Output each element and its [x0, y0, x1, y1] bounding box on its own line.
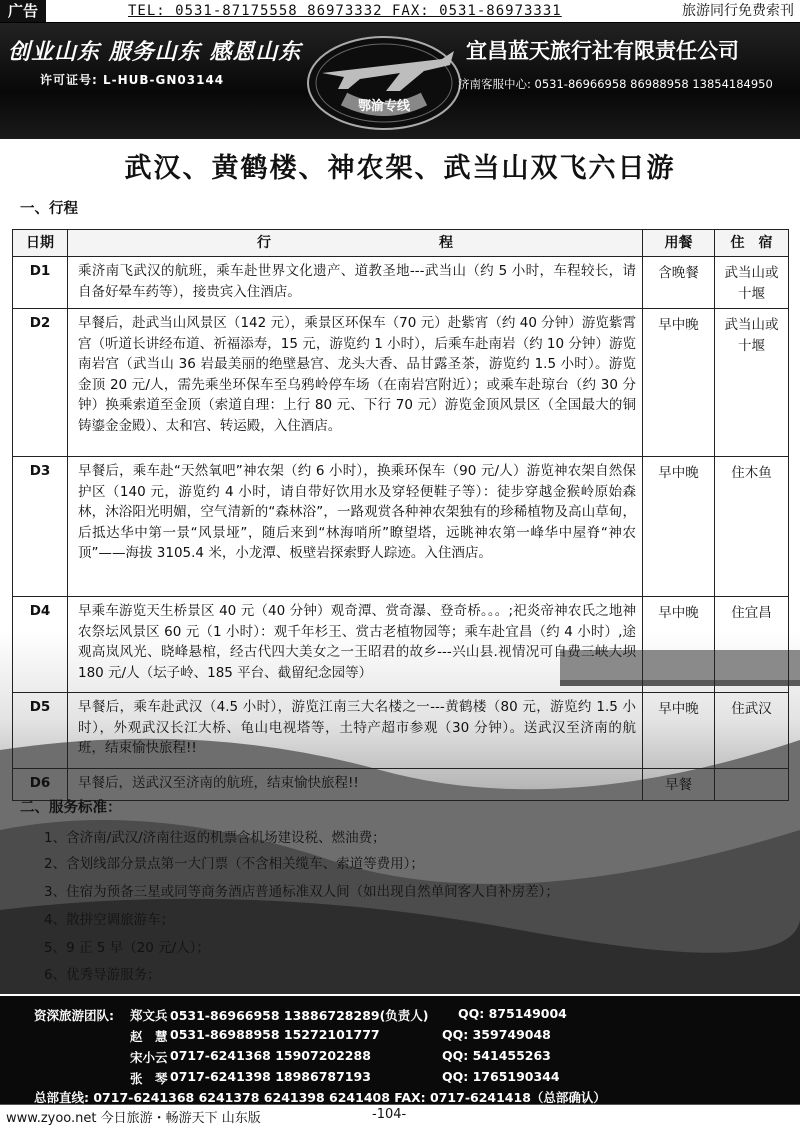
slogan: 创业山东 服务山东 感恩山东 — [8, 39, 302, 65]
hotline: 济南客服中心: 0531-86966958 86988958 13854184950 — [458, 77, 773, 91]
table-row — [13, 457, 789, 597]
table-row — [13, 769, 789, 801]
day-stay: 武当山或十堰 — [715, 257, 789, 309]
header-meals: 用餐 — [643, 230, 715, 257]
header-stay: 住 宿 — [715, 230, 789, 257]
page-number: -104- — [372, 1107, 407, 1122]
header-banner — [0, 23, 800, 139]
emblem-text: 鄂渝专线 — [357, 99, 411, 114]
member-name: 宋小云 — [130, 1050, 168, 1065]
member-name: 郑文兵 — [130, 1008, 168, 1023]
day-meals: 早中晚 — [643, 309, 715, 457]
service-item: 1、含济南/武汉/济南往返的机票含机场建设税、燃油费； — [44, 830, 386, 846]
license-number: 许可证号: L-HUB-GN03144 — [40, 73, 225, 87]
member-qq: QQ: 1765190344 — [442, 1069, 560, 1084]
member-phones: 0531-86966958 13886728289(负责人) — [170, 1008, 429, 1023]
service-item: 4、散拼空调旅游车； — [44, 912, 175, 928]
day-stay: 住武汉 — [715, 693, 789, 769]
member-phones: 0717-6241398 18986787193 — [170, 1069, 371, 1084]
day-stay: 住宜昌 — [715, 597, 789, 693]
hq-line: 总部直线: 0717-6241368 6241378 6241398 6241408 FAX: 0717-6241418（总部确认） — [34, 1090, 606, 1105]
day-label: D2 — [13, 309, 68, 457]
day-meals: 含晚餐 — [643, 257, 715, 309]
day-meals: 早中晚 — [643, 457, 715, 597]
service-item: 3、住宿为预备三星或同等商务酒店普通标准双人间（如出现自然单间客人自补房差）； — [44, 884, 559, 900]
day-stay: 住木鱼 — [715, 457, 789, 597]
day-description: 早餐后，赴武当山风景区（142 元），乘景区环保车（70 元）赴紫宵（约 40 分钟）游览紫霄宫（听道长讲经布道、祈福添寿，15 元，游览约 1 小时），后乘车赴南岩（约 10 分钟）游览南岩宫（武当山 36 岩最美丽的绝壁悬宫、龙头大香、品甘露圣茶，游览约 1.5 小时）。游览金顶 20 元/人，需先乘坐环保车至乌鸦岭停车场（在南岩宫附近）；或乘车赴琼台（约 30 分钟）换乘索道至金顶（索道自理：上行 80 元、下行 70 元）游览金顶风景区（全国最大的铜铸鎏金金殿）、太和宫、转运殿，入住酒店。 — [68, 309, 643, 457]
member-name: 赵 慧 — [130, 1029, 168, 1044]
member-name: 张 琴 — [130, 1071, 168, 1086]
table-row — [13, 257, 789, 309]
contact-numbers: TEL: 0531-87175558 86973332 FAX: 0531-86973331 — [128, 3, 562, 19]
table-row — [13, 597, 789, 693]
day-description: 早餐后，乘车赴武汉（4.5 小时），游览江南三大名楼之一---黄鹤楼（80 元，游览约 1.5 小时），外观武汉长江大桥、龟山电视塔等，土特产超市参观（30 分钟）。送武汉至济南的航班，结束愉快旅程!! — [68, 693, 643, 769]
airplane-emblem-icon — [304, 29, 464, 133]
page-title: 武汉、黄鹤楼、神农架、武当山双飞六日游 — [124, 153, 676, 184]
member-phones: 0531-86988958 15272101777 — [170, 1027, 380, 1042]
day-label: D4 — [13, 597, 68, 693]
company-name: 宜昌蓝天旅行社有限责任公司 — [466, 39, 739, 63]
top-bar — [0, 0, 800, 23]
day-description: 早餐后，送武汉至济南的航班，结束愉快旅程!! — [68, 769, 643, 801]
ad-label: 广告 — [0, 0, 46, 22]
day-meals: 早中晚 — [643, 693, 715, 769]
day-meals: 早餐 — [643, 769, 715, 801]
table-row — [13, 309, 789, 457]
team-label: 资深旅游团队: — [34, 1008, 114, 1023]
free-copy-note: 旅游同行免费索刊 — [682, 3, 794, 19]
header-date: 日期 — [13, 230, 68, 257]
day-stay — [715, 769, 789, 801]
day-label: D1 — [13, 257, 68, 309]
service-item: 6、优秀导游服务； — [44, 967, 161, 983]
day-description: 乘济南飞武汉的航班，乘车赴世界文化遗产、道教圣地---武当山（约 5 小时，车程较长，请自备好晕车药等），接贵宾入住酒店。 — [68, 257, 643, 309]
services-section-title: 二、服务标准： — [20, 800, 122, 816]
member-qq: QQ: 875149004 — [458, 1006, 567, 1021]
day-label: D5 — [13, 693, 68, 769]
itinerary-table — [12, 229, 789, 801]
member-qq: QQ: 359749048 — [442, 1027, 551, 1042]
day-label: D3 — [13, 457, 68, 597]
header-trip: 行 程 — [68, 230, 643, 257]
site-footer: www.zyoo.net 今日旅游・畅游天下 山东版 — [6, 1111, 261, 1126]
page-footer — [0, 1104, 800, 1125]
day-description: 早餐后，乘车赴“天然氧吧”神农架（约 6 小时），换乘环保车（90 元/人）游览神农架自然保护区（140 元，游览约 4 小时，请自带好饮用水及穿轻便鞋子等）：徒步穿越金猴岭原始森林，沐浴阳光明媚，空气清新的“森林浴”，一路观赏各种神农架独有的珍稀植物及高山草甸，后抵达华中第一景“风景垭”，随后来到“林海哨所”瞭望塔，远眺神农第一峰华中屋脊“神农顶”——海拔 3105.4 米，小龙潭、板壁岩探索野人踪迹。入住酒店。 — [68, 457, 643, 597]
day-meals: 早中晚 — [643, 597, 715, 693]
service-item: 5、9 正 5 早（20 元/人）； — [44, 940, 210, 956]
day-stay: 武当山或十堰 — [715, 309, 789, 457]
team-contacts — [0, 996, 800, 1104]
table-header-row — [13, 230, 789, 257]
service-item: 2、含划线部分景点第一大门票（不含相关缆车、索道等费用）； — [44, 856, 424, 872]
day-description: 早乘车游览天生桥景区 40 元（40 分钟）观奇潭、赏奇瀑、登奇桥。。。;祀炎帝神农氏之地神农祭坛风景区 60 元（1 小时）：观千年杉王、赏古老植物园等；乘车赴宜昌（约 4 小时）,途观高岚风光、晓峰悬棺，经古代四大美女之一王昭君的故乡---兴山县.视情况可自费三峡大坝 180 元/人（坛子岭、185 平台、截留纪念园等） — [68, 597, 643, 693]
member-qq: QQ: 541455263 — [442, 1048, 551, 1063]
table-row — [13, 693, 789, 769]
member-phones: 0717-6241368 15907202288 — [170, 1048, 371, 1063]
itinerary-section-title: 一、行程 — [20, 201, 78, 217]
day-label: D6 — [13, 769, 68, 801]
